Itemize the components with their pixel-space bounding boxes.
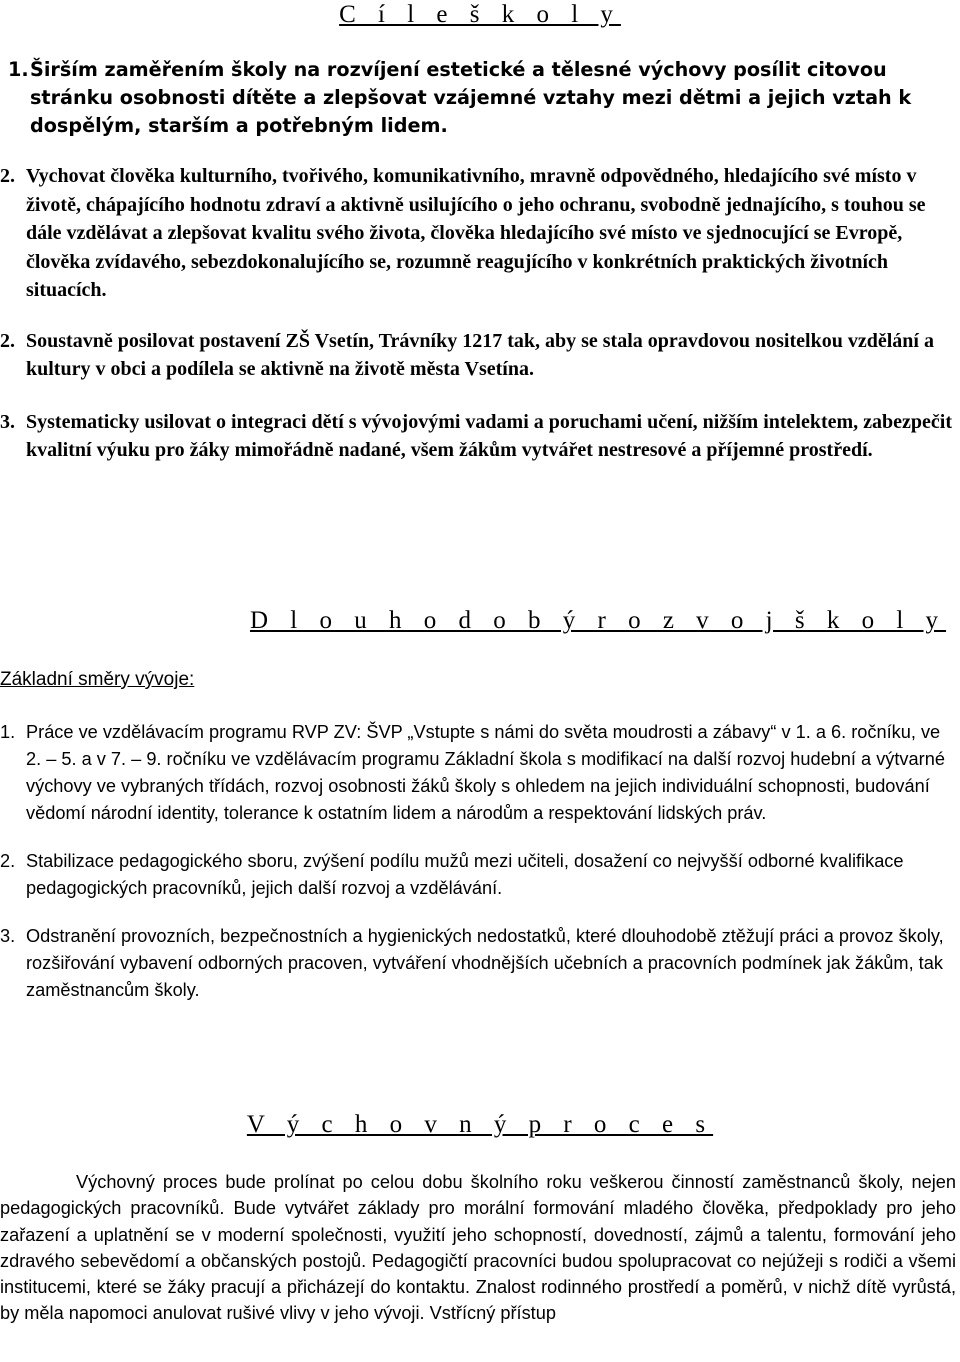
development-text: Odstranění provozních, bezpečnostních a hygienických nedostatků, které dlouhodobě ztěžují práci a provoz školy, rozšiřování vybavení odborných pracoven, vytváření vhodnějších učebních a pracovních podmínek jak žákům, tak zaměstnancům školy.: [26, 926, 944, 1000]
development-subheading: Základní směry vývoje:: [0, 669, 195, 690]
goal-text: Systematicky usilovat o integraci dětí s vývojovými vadami a poruchami učení, nižším intelektem, zabezpečit kvalitní výuku pro žáky mimořádně nadané, všem žákům vytvářet nestresové a příjemné prostředí.: [26, 410, 953, 461]
goal-number: 2.: [0, 165, 15, 187]
development-text: Stabilizace pedagogického sboru, zvýšení podílu mužů mezi učiteli, dosažení co nejvyšší odborné kvalifikace pedagogických pracovníků, jejich další rozvoj a vzdělávání.: [26, 851, 904, 898]
goal-text: Vychovat člověka kulturního, tvořivého, komunikativního, mravně odpovědného, hledajícího své místo v životě, chápajícího hodnotu zdraví a aktivně usilujícího o jeho ochranu, svobodně jednajícího, s touhou se dále vzdělávat a zlepšovat kvalitu svého života, člověka hledajícího své místo ve sjednocující se Evropě, člověka zvídavého, sebezdokonalujícího se, rozumně reagujícího v konkrétních praktických životních situacích.: [26, 165, 926, 301]
development-text: Práce ve vzdělávacím programu RVP ZV: ŠVP „Vstupte s námi do světa moudrosti a zábavy“ v 1. a 6. ročníku, ve 2. – 5. a v 7. – 9. ročníku ve vzdělávacím programu Základní škola s modifikací na další rozvoj hudební a výtvarné výchovy ve vybraných třídách, rozvoj osobnosti žáků školy s ohledem na jejich individuální schopnosti, budování vědomí národní identity, tolerance k ostatním lidem a národům a respektování lidských práv.: [26, 722, 945, 823]
goal-text: Širším zaměřením školy na rozvíjení estetické a tělesné výchovy posílit citovou stránku osobnosti dítěte a zlepšovat vzájemné vztahy mezi dětmi a jejich vztah k dospělým, starším a potřebným lidem.: [30, 58, 912, 137]
goal-item: [8, 56, 950, 140]
goal-number: 1.: [8, 58, 29, 81]
goal-item: [0, 162, 952, 305]
goal-item: [0, 408, 952, 465]
development-item: [0, 848, 948, 902]
education-paragraph: Výchovný proces bude prolínat po celou dobu školního roku veškerou činností zaměstnanců školy, nejen pedagogických pracovníků. Bude vytvářet základy pro morální formování mladého člověka, předpoklady pro jeho zařazení a uplatnění se v moderní společnosti, využití jeho schopností, dovedností, zájmů a talentu, formování jeho zdravého sebevědomí a občanských postojů. Pedagogičtí pracovníci budou spolupracovat co nejúžeji s rodiči a všemi institucemi, které se žáky pracují a přicházejí do kontaktu. Znalost rodinného prostředí a poměrů, v nichž dítě vyrůstá, by měla napomoci anulovat rušivé vlivy v jeho vývoji. Vstřícný přístup: [0, 1172, 956, 1324]
education-heading-wrap: [0, 1110, 960, 1140]
development-list: [0, 719, 948, 1025]
goal-number: 2.: [0, 329, 15, 352]
development-item: [0, 719, 948, 827]
education-heading: V ý c h o v n ý p r o c e s: [246, 1111, 714, 1138]
development-item: [0, 923, 948, 1004]
development-number: 2.: [0, 851, 16, 871]
page-title: C í l e š k o l y: [339, 1, 621, 28]
development-heading: D l o u h o d o b ý r o z v o j š k o l y: [250, 607, 947, 634]
goals-list-first: [8, 56, 950, 162]
goals-list: [0, 162, 952, 489]
goal-number: 3.: [0, 410, 15, 433]
development-number: 1.: [0, 722, 16, 742]
goal-text: Soustavně posilovat postavení ZŠ Vsetín, Trávníky 1217 tak, aby se stala opravdovou nositelkou vzdělání a kultury v obci a podílela se aktivně na životě města Vsetína.: [26, 329, 934, 380]
goal-item: [0, 327, 952, 384]
development-number: 3.: [0, 926, 16, 946]
